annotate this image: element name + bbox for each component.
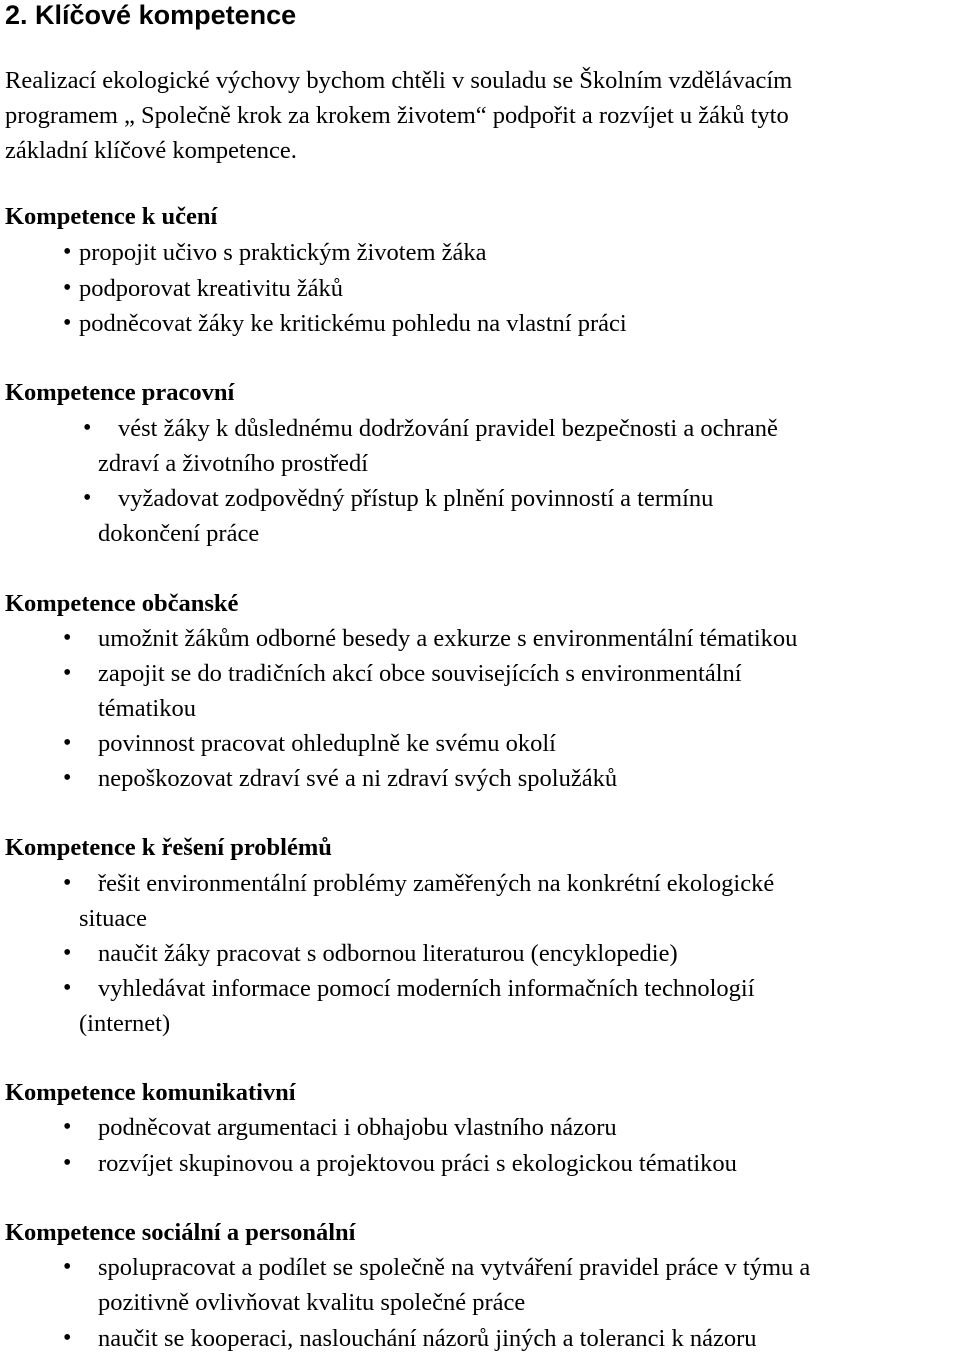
- bullet-dot-icon: •: [63, 1150, 72, 1176]
- bullet-dot-icon: •: [63, 660, 72, 686]
- list-item-continuation: situace: [79, 905, 148, 932]
- section-title: Kompetence komunikativní: [5, 1079, 296, 1106]
- bullet-dot-icon: •: [63, 870, 72, 896]
- bullet-dot-icon: •: [63, 310, 72, 336]
- list-item: zapojit se do tradičních akcí obce souvisejících s environmentální: [98, 660, 742, 687]
- list-item: vyhledávat informace pomocí moderních informačních technologií: [98, 975, 755, 1002]
- list-item-continuation: dokončení práce: [98, 520, 260, 547]
- page-title: 2. Klíčové kompetence: [5, 0, 297, 30]
- section-title: Kompetence k učení: [5, 203, 218, 230]
- bullet-dot-icon: •: [63, 625, 72, 651]
- bullet-dot-icon: •: [63, 940, 72, 966]
- list-item-continuation: tématikou: [98, 695, 196, 722]
- bullet-dot-icon: •: [63, 975, 72, 1001]
- list-item: podporovat kreativitu žáků: [79, 275, 343, 302]
- list-item: nepoškozovat zdraví své a ni zdraví svých spolužáků: [98, 765, 618, 792]
- bullet-dot-icon: •: [83, 485, 92, 511]
- bullet-dot-icon: •: [63, 730, 72, 756]
- intro-line: programem „ Společně krok za krokem životem“ podpořit a rozvíjet u žáků tyto: [5, 102, 789, 129]
- list-item: podněcovat žáky ke kritickému pohledu na vlastní práci: [79, 310, 627, 337]
- intro-paragraph: [5, 63, 955, 168]
- bullet-dot-icon: •: [83, 415, 92, 441]
- list-item: naučit žáky pracovat s odbornou literaturou (encyklopedie): [98, 940, 678, 967]
- section-title: Kompetence sociální a personální: [5, 1219, 356, 1246]
- bullet-dot-icon: •: [63, 1114, 72, 1140]
- list-item: naučit se kooperaci, naslouchání názorů jiných a toleranci k názoru: [98, 1325, 757, 1352]
- list-item: propojit učivo s praktickým životem žáka: [79, 239, 487, 266]
- list-item: spolupracovat a podílet se společně na vytváření pravidel práce v týmu a: [98, 1254, 811, 1281]
- intro-line: základní klíčové kompetence.: [5, 137, 297, 164]
- section-title: Kompetence pracovní: [5, 379, 235, 406]
- list-item: řešit environmentální problémy zaměřených na konkrétní ekologické: [98, 870, 775, 897]
- section-title: Kompetence k řešení problémů: [5, 834, 332, 861]
- bullet-dot-icon: •: [63, 765, 72, 791]
- bullet-dot-icon: •: [63, 275, 72, 301]
- list-item: rozvíjet skupinovou a projektovou práci s ekologickou tématikou: [98, 1150, 737, 1177]
- list-item-continuation: zdraví a životního prostředí: [98, 450, 369, 477]
- bullet-dot-icon: •: [63, 1254, 72, 1280]
- bullet-dot-icon: •: [63, 1325, 72, 1351]
- list-item: vyžadovat zodpovědný přístup k plnění povinností a termínu: [118, 485, 714, 512]
- list-item: povinnost pracovat ohleduplně ke svému okolí: [98, 730, 556, 757]
- list-item: podněcovat argumentaci i obhajobu vlastního názoru: [98, 1114, 617, 1141]
- list-item: umožnit žákům odborné besedy a exkurze s environmentální tématikou: [98, 625, 798, 652]
- list-item: vést žáky k důslednému dodržování pravidel bezpečnosti a ochraně: [118, 415, 778, 442]
- list-item-continuation: (internet): [79, 1010, 171, 1037]
- bullet-dot-icon: •: [63, 239, 72, 265]
- list-item-continuation: pozitivně ovlivňovat kvalitu společné práce: [98, 1289, 526, 1316]
- intro-line: Realizací ekologické výchovy bychom chtěli v souladu se Školním vzdělávacím: [5, 67, 793, 94]
- section-title: Kompetence občanské: [5, 590, 239, 617]
